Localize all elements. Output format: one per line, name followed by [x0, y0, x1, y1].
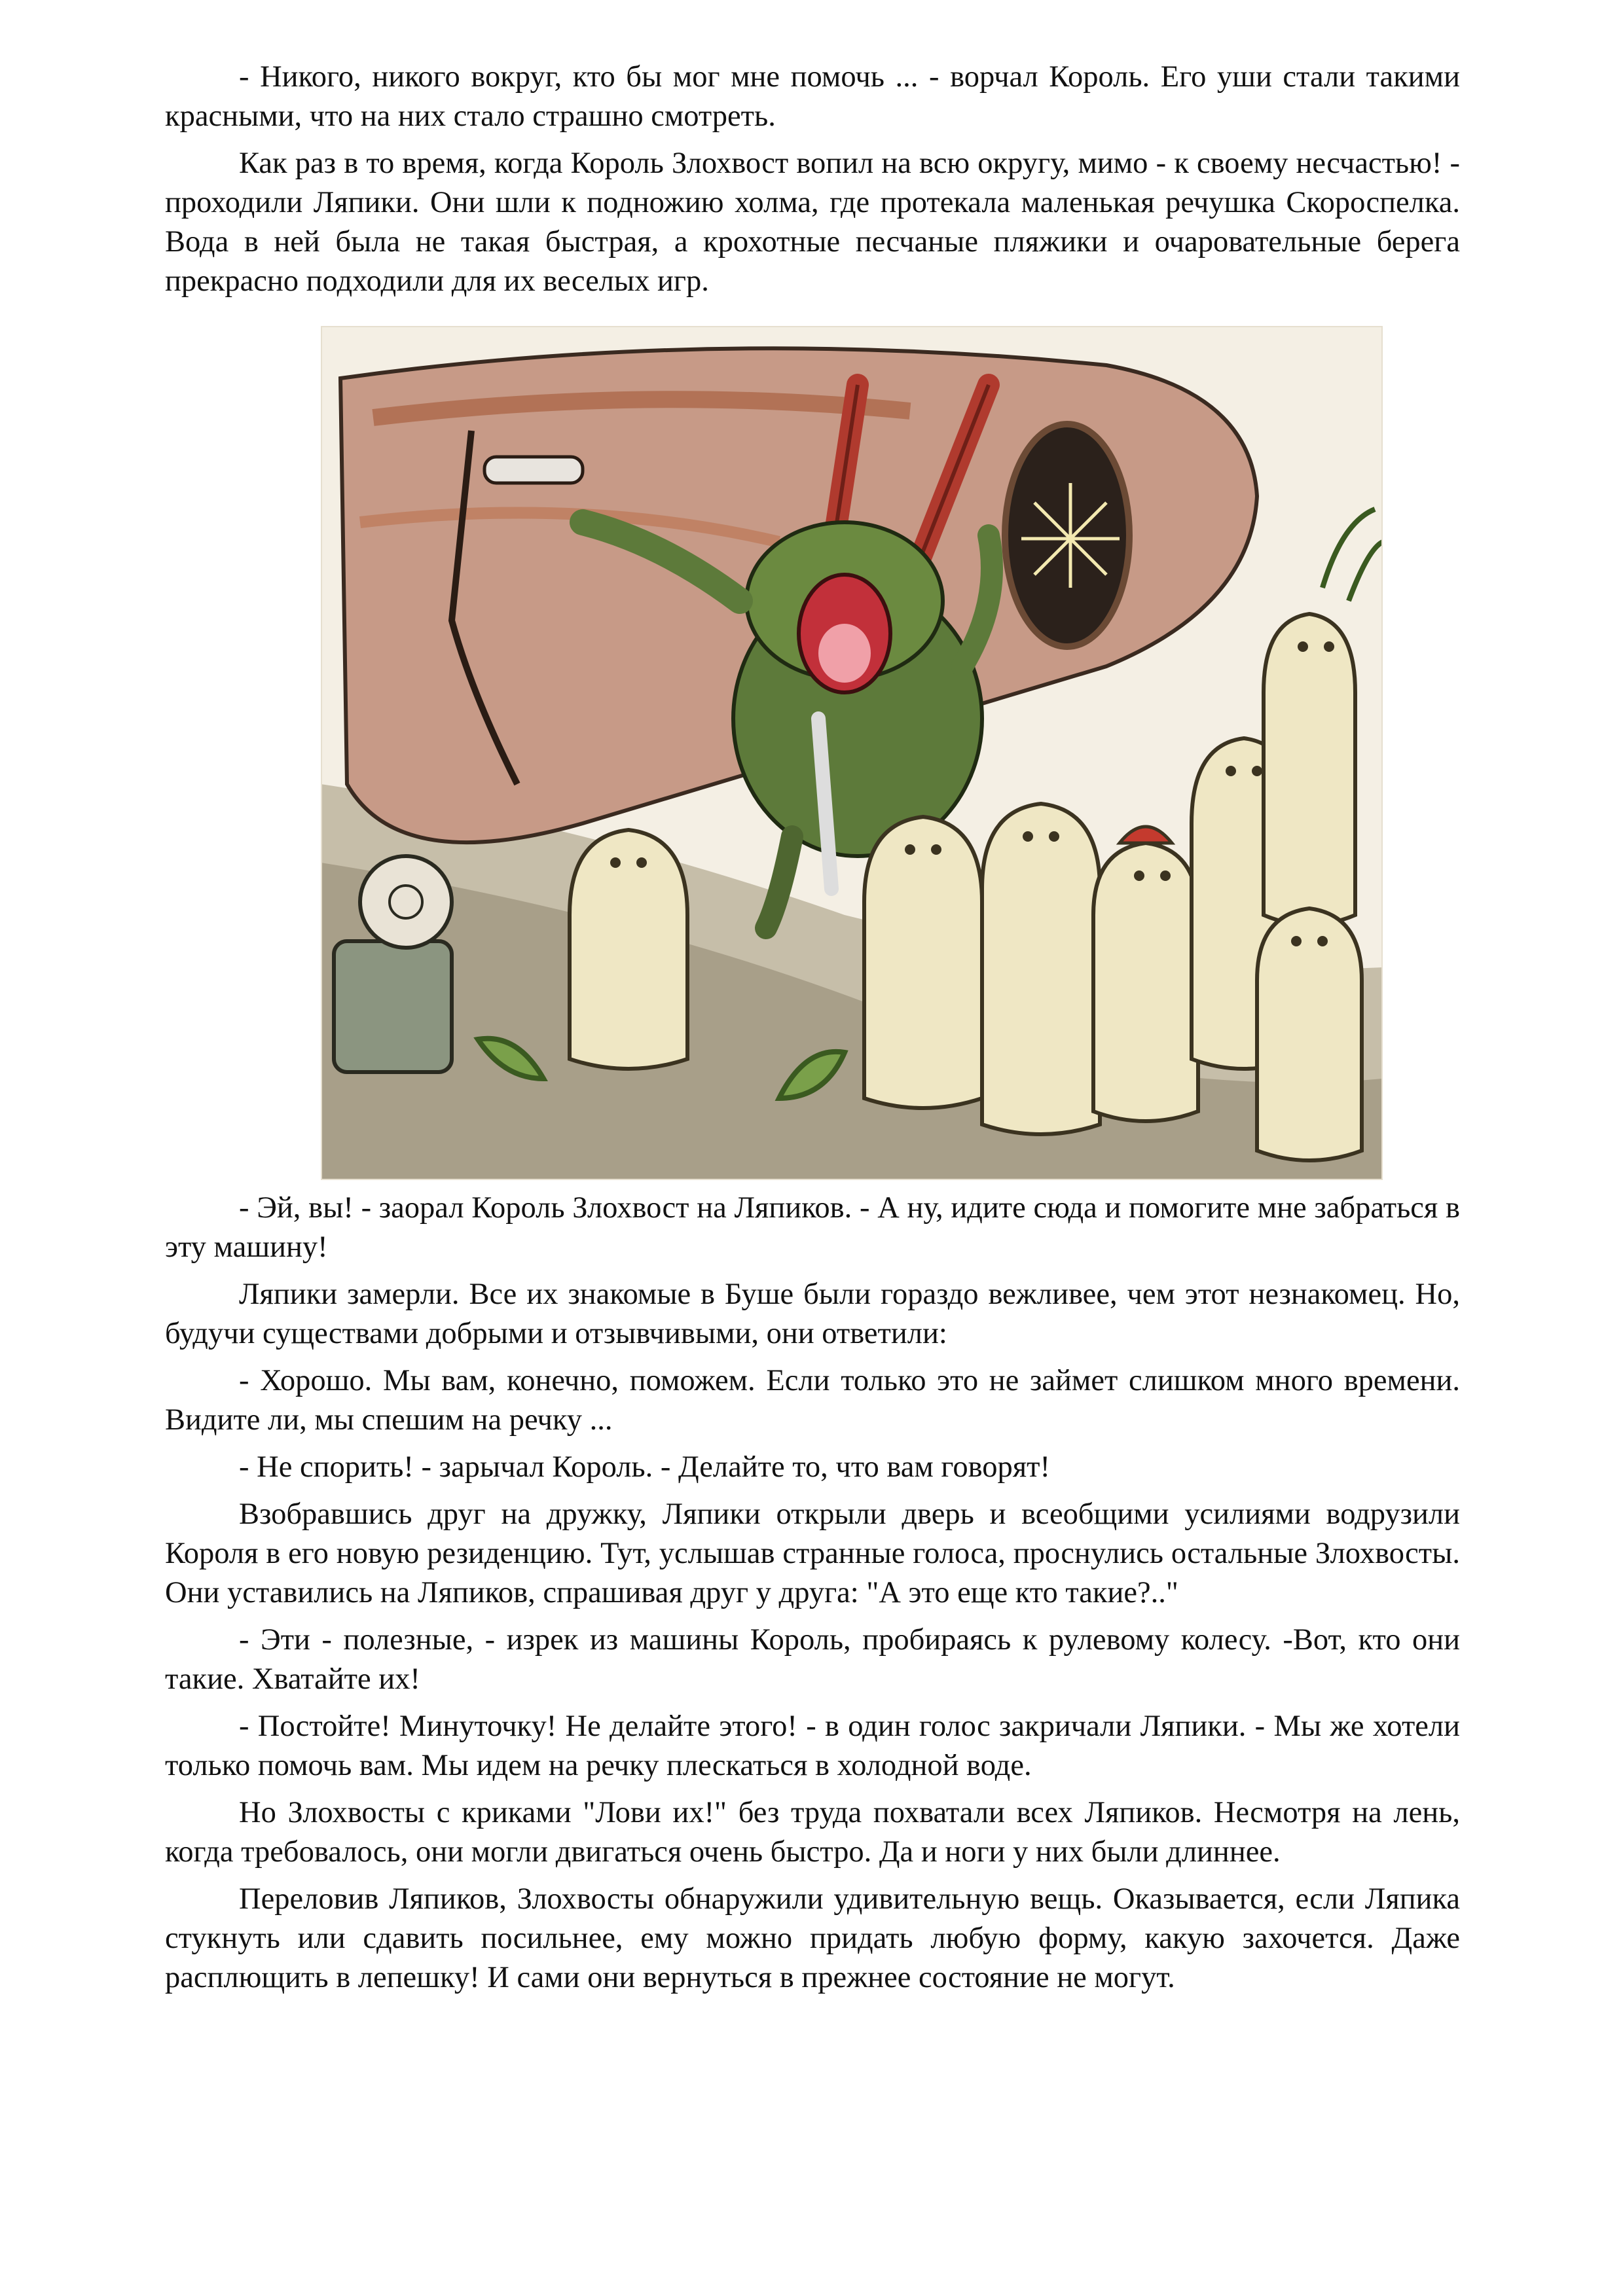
paragraph: - Хорошо. Мы вам, конечно, поможем. Если только это не займет слишком много времени. Видите ли, мы спешим на речку ...: [165, 1364, 1460, 1437]
paragraph: Переловив Ляпиков, Злохвосты обнаружили удивительную вещь. Оказывается, если Ляпика стукнуть или сдавить посильнее, ему можно придать любую форму, какую захочется. Даже расплющить в лепешку! И сами они вернуться в прежнее состояние не могут.: [165, 1882, 1460, 1994]
paragraph: - Постойте! Минуточку! Не делайте этого! - в один голос закричали Ляпики. - Мы же хотели только помочь вам. Мы идем на речку плескаться в холодной воде.: [165, 1710, 1460, 1782]
paragraph: - Никого, никого вокруг, кто бы мог мне помочь ... - ворчал Король. Его уши стали такими красными, что на них стало страшно смотреть.: [165, 60, 1460, 133]
text-block-bottom: [165, 1189, 1460, 2005]
paragraph: - Не спорить! - зарычал Король. - Делайте то, что вам говорят!: [239, 1450, 1050, 1484]
paragraph: - Эти - полезные, - изрек из машины Король, пробираясь к рулевому колесу. -Вот, кто они такие. Хватайте их!: [165, 1623, 1460, 1696]
paragraph: Ляпики замерли. Все их знакомые в Буше были гораздо вежливее, чем этот незнакомец. Но, будучи существами добрыми и отзывчивыми, они ответили:: [165, 1278, 1460, 1350]
illustration-king-and-lyapiki: [321, 326, 1383, 1180]
text-block-top: [165, 58, 1460, 309]
paragraph: Взобравшись друг на дружку, Ляпики открыли дверь и всеобщими усилиями водрузили Короля в его новую резиденцию. Тут, услышав странные голоса, проснулись остальные Злохвосты. Они уставились на Ляпиков, спрашивая друг у друга: "А это еще кто такие?..": [165, 1498, 1460, 1609]
paragraph: Но Злохвосты с криками "Лови их!" без труда похватали всех Ляпиков. Несмотря на лень, когда требовалось, они могли двигаться очень быстро. Да и ноги у них были длиннее.: [165, 1796, 1460, 1869]
paragraph: Как раз в то время, когда Король Злохвост вопил на всю округу, мимо - к своему несчастью! - проходили Ляпики. Они шли к подножию холма, где протекала маленькая речушка Скороспелка. Вода в ней была не такая быстрая, а крохотные песчаные пляжики и очаровательные берега прекрасно подходили для их веселых игр.: [165, 147, 1460, 298]
paragraph: - Эй, вы! - заорал Король Злохвост на Ляпиков. - А ну, идите сюда и помогите мне забраться в эту машину!: [165, 1191, 1460, 1264]
